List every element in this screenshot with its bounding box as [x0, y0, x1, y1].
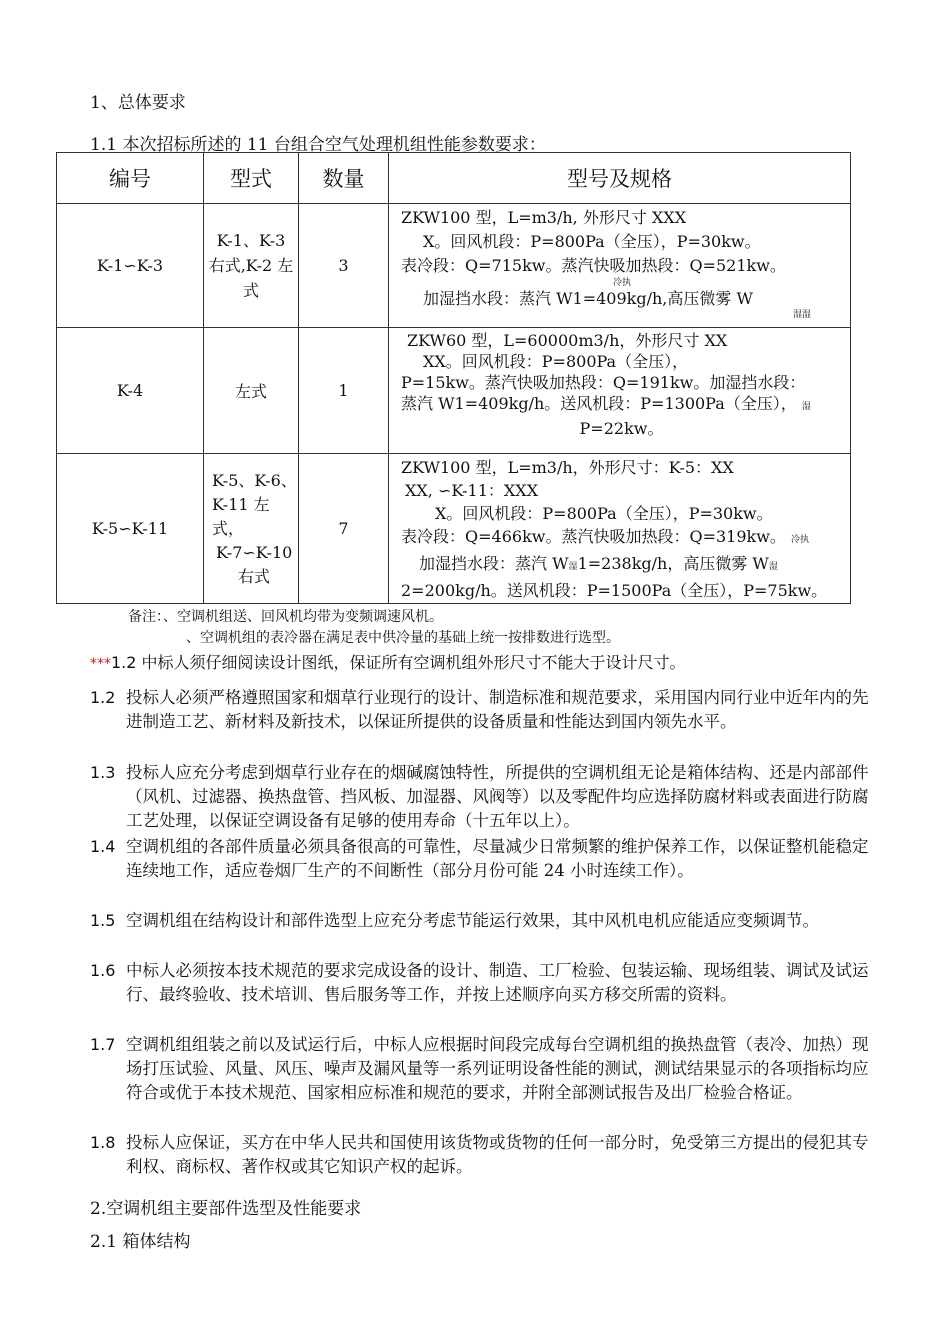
row-id: K-1∽K-3: [57, 204, 204, 328]
header-id: 编号: [57, 153, 204, 204]
row-type: K-5、K-6、 K-11 左 式， K-7∽K-10 右式: [204, 454, 299, 604]
list-item: 1.8 投标人应保证，买方在中华人民共和国使用该货物或货物的任何一部分时，免受第三方提出的侵犯其专利权、商标权、著作权或其它知识产权的起诉。: [90, 1133, 869, 1176]
row-spec: ZKW100 型，L=m3/h, 外形尺寸 XXX X。回风机段：P=800Pa（全压），P=30kw。 表冷段：Q=715kw。蒸汽快吸加热段：Q=521kw。 冷执 加湿挡水段：蒸汽 W1=409kg/h,高压微雾 W 湿湿: [389, 204, 851, 328]
row-qty: 7: [299, 454, 389, 604]
row-qty: 3: [299, 204, 389, 328]
header-spec: 型号及规格: [389, 153, 851, 204]
table-row: [57, 204, 851, 328]
note-2: 、空调机组的表冷器在满足表中供冷量的基础上统一按排数进行选型。: [186, 630, 620, 646]
paragraph-1-2-design: ***1.2 中标人须仔细阅读设计图纸，保证所有空调机组外形尺寸不能大于设计尺寸。: [90, 653, 686, 672]
table-row: [57, 454, 851, 604]
row-spec: ZKW60 型，L=60000m3/h，外形尺寸 XX XX。回风机段：P=800Pa（全压）， P=15kw。蒸汽快吸加热段：Q=191kw。加湿挡水段： 蒸汽 W1=409kg/h。送风机段：P=1300Pa（全压）， 湿 P=22kw。: [389, 328, 851, 454]
row-qty: 1: [299, 328, 389, 454]
spec-table: [56, 152, 851, 604]
list-item: 1.5 空调机组在结构设计和部件选型上应充分考虑节能运行效果，其中风机电机应能适应变频调节。: [90, 911, 819, 930]
row-spec: ZKW100 型，L=m3/h，外形尺寸：K-5：XX XX, ∽K-11：XXX X。回风机段：P=800Pa（全压），P=30kw。 表冷段：Q=466kw。蒸汽快吸加热段：Q=319kw。 冷执 加湿挡水段：蒸汽 W湿1=238kg/h，高压微雾 W湿 2=200kg/h。送风机段：P=1500Pa（全压），P=75kw。: [389, 454, 851, 604]
list-item: 1.6 中标人必须按本技术规范的要求完成设备的设计、制造、工厂检验、包装运输、现场组装、调试及试运行、最终验收、技术培训、售后服务等工作，并按上述顺序向买方移交所需的资料。: [90, 961, 869, 1004]
row-id: K-4: [57, 328, 204, 454]
header-qty: 数量: [299, 153, 389, 204]
list-item: 1.3 投标人应充分考虑到烟草行业存在的烟碱腐蚀特性，所提供的空调机组无论是箱体结构、还是内部部件（风机、过滤器、换热盘管、挡风板、加湿器、风阀等）以及零配件均应选择防腐材料或表面进行防腐工艺处理，以保证空调设备有足够的使用寿命（十五年以上）。: [90, 763, 869, 830]
row-type: 左式: [204, 328, 299, 454]
heading-section-2-1: 2.1 箱体结构: [90, 1232, 191, 1252]
heading-general-requirements: 1、总体要求: [90, 93, 186, 113]
row-type: K-1、K-3 右式,K-2 左 式: [204, 204, 299, 328]
header-type: 型式: [204, 153, 299, 204]
heading-section-2: 2.空调机组主要部件选型及性能要求: [90, 1199, 362, 1219]
row-id: K-5∽K-11: [57, 454, 204, 604]
note-1: 备注：、空调机组送、回风机均带为变频调速风机。: [128, 609, 443, 625]
list-item: 1.2 投标人必须严格遵照国家和烟草行业现行的设计、制造标准和规范要求，采用国内同行业中近年内的先进制造工艺、新材料及新技术，以保证所提供的设备质量和性能达到国内领先水平。: [90, 688, 869, 731]
table-header-row: [57, 153, 851, 204]
list-item: 1.7 空调机组组装之前以及试运行后，中标人应根据时间段完成每台空调机组的换热盘管（表冷、加热）现场打压试验、风量、风压、噪声及漏风量等一系列证明设备性能的测试，测试结果显示的各项指标均应符合或优于本技术规范、国家相应标准和规范的要求，并附全部测试报告及出厂检验合格证。: [90, 1035, 869, 1102]
heading-performance-params: 1.1 本次招标所述的 11 台组合空气处理机组性能参数要求：: [90, 135, 546, 155]
list-item: 1.4 空调机组的各部件质量必须具备很高的可靠性，尽量减少日常频繁的维护保养工作，以保证整机能稳定连续地工作，适应卷烟厂生产的不间断性（部分月份可能 24 小时连续工作）。: [90, 837, 869, 880]
table-row: [57, 328, 851, 454]
